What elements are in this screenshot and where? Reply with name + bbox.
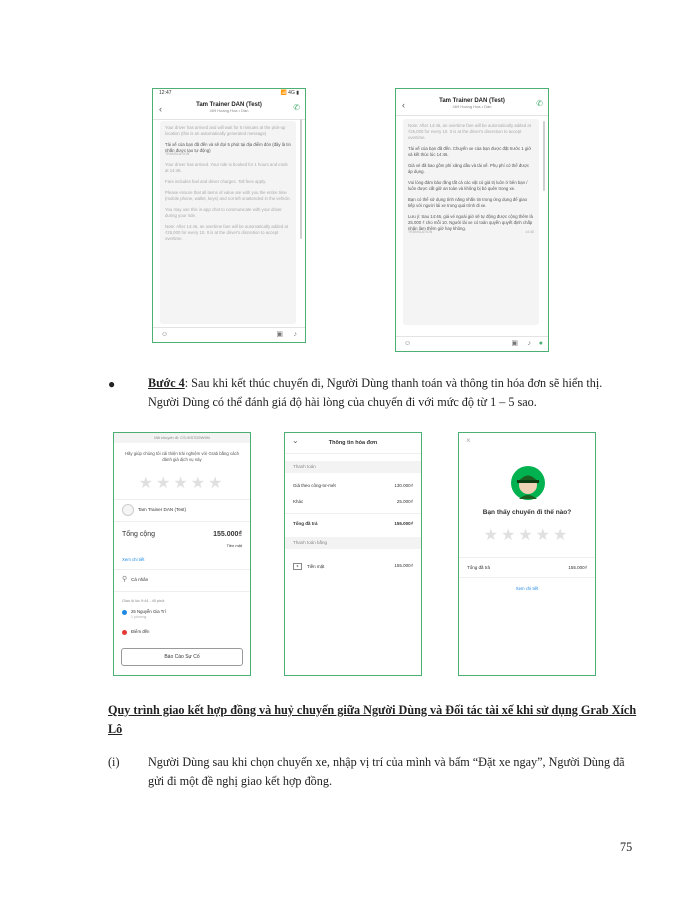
image-icon[interactable]: ▣: [511, 339, 518, 347]
total-row: [122, 531, 242, 538]
rating-question: Bạn thấy chuyến đi thế nào?: [482, 509, 572, 516]
chat-screenshot-english: [152, 88, 306, 343]
chat-header: [396, 95, 548, 116]
route-label: Giao lộ lúc 9:44 - 40 phút: [122, 599, 165, 603]
chat-input-bar: [153, 327, 305, 342]
status-icons: 📶 4G ▮: [280, 90, 299, 96]
trip-summary-screenshot: [113, 432, 251, 676]
chat-message: Vui lòng đảm bảo rằng tất cả các vật có giá trị luôn ở bên bạn / luôn được cất giữ an toàn và không bị bỏ quên trong xe.: [408, 180, 528, 191]
invoice-screenshot: [284, 432, 422, 676]
divider: [114, 499, 250, 500]
total-value: 155.000₫: [213, 531, 242, 538]
divider: [285, 513, 421, 514]
trip-id-bar: Mã chuyến đi: CS-9IS7D9W9M: [114, 433, 250, 443]
fare-label: Khác: [293, 499, 304, 504]
image-icon[interactable]: ▣: [276, 330, 283, 338]
scrollbar[interactable]: [543, 121, 545, 191]
divider: [459, 577, 595, 578]
payment-method-row: [122, 543, 242, 548]
total-label: Tổng đã trả: [467, 565, 491, 570]
total-value: 155.000₫: [568, 565, 587, 570]
invoice-header: [285, 433, 421, 454]
chat-header: [153, 99, 305, 120]
message-tag: TRANSLATION: [408, 230, 433, 234]
invoice-title: Thông tin hóa đơn: [328, 440, 378, 446]
total-label: Tổng cộng: [122, 531, 156, 538]
chat-message: Please ensure that all items of value are with you the entire time (mobile phone, wallet, keys) and not left unattended in the vehicle.: [165, 190, 291, 201]
mic-icon[interactable]: ♪: [293, 330, 297, 338]
chat-message: Note: After 14:46, an overtime fare will be automatically added at ₫25,000 for every 10. It is at the driver's discretion to accept overtime.: [165, 224, 289, 241]
fare-value: 25.000₫: [396, 499, 413, 504]
emoji-icon[interactable]: ☺: [404, 339, 412, 347]
star-icon[interactable]: ★: [535, 527, 554, 544]
chevron-down-icon[interactable]: ⌄: [292, 436, 299, 445]
fare-value: 130.000₫: [394, 483, 413, 488]
payment-row: [293, 563, 413, 570]
chat-subtitle: 469 Hoàng Hoa • Dân: [452, 104, 492, 109]
message-tag: TRANSLATION: [165, 152, 190, 156]
star-rating[interactable]: [114, 473, 250, 493]
rating-screenshot: [458, 432, 596, 676]
payment-value: 155.000₫: [394, 563, 413, 568]
star-icon[interactable]: ★: [208, 475, 226, 492]
pickup-sub: 1 phường: [131, 615, 147, 619]
chat-message: Bạn có thể sử dụng tính năng nhắn tin trong ứng dụng để giao tiếp với người lái xe trong quá trình đi xe.: [408, 197, 527, 208]
payment-method: Tiền mặt: [226, 543, 242, 548]
chat-message: Fare includes fuel and driver charges. Toll fees apply.: [165, 179, 267, 184]
chat-message-text: Lưu ý: Sau 14:46, giá vé ngoài giờ sẽ tự động được cộng thêm là 25.000 ₫ cho mỗi 10. Người lái xe có toàn quyền quyết định chấp nhận làm thêm giờ hay không.: [408, 214, 533, 231]
phone-call-icon[interactable]: ✆: [536, 99, 543, 108]
driver-avatar-icon: [510, 465, 546, 501]
chat-message: Your driver has arrived and will wait for 5 minutes at the pick-up location (this is an automatically generated message): [165, 125, 286, 136]
chat-message-list: [160, 121, 296, 324]
chat-title: Tam Trainer DAN (Test): [439, 98, 505, 104]
fare-label: Giá theo công-tơ-mét: [293, 483, 336, 488]
status-time: 12:47: [159, 90, 172, 96]
send-icon[interactable]: ●: [538, 339, 543, 347]
chat-message: [408, 214, 534, 235]
back-arrow-icon[interactable]: ‹: [159, 104, 162, 114]
pickup-pin-icon: [122, 610, 127, 615]
mic-icon[interactable]: ♪: [527, 339, 531, 347]
star-icon[interactable]: ★: [138, 475, 156, 492]
total-row: [467, 565, 587, 570]
star-icon[interactable]: ★: [173, 475, 191, 492]
step4-paragraph: [148, 374, 636, 412]
rating-prompt: Hãy giúp chúng tôi cải thiện trải nghiệm với Grab bằng cách đánh giá dịch vụ này: [124, 451, 240, 462]
divider: [114, 591, 250, 592]
chat-subtitle: 469 Hoàng Hoa • Dân: [209, 108, 249, 113]
status-bar: [153, 89, 305, 99]
phone-call-icon[interactable]: ✆: [293, 103, 300, 112]
section-header: Thanh toán: [285, 461, 421, 473]
page-number: 75: [620, 840, 633, 854]
star-icon[interactable]: ★: [518, 527, 536, 544]
chat-message: Giá vé đã bao gồm phí xăng dầu và tài xế. Phụ phí có thể được áp dụng.: [408, 163, 530, 174]
section-header: Thanh toán bằng: [285, 537, 421, 549]
cash-icon: $: [293, 563, 302, 570]
total-label: Tổng đã trả: [293, 521, 318, 526]
section-heading: Quy trình giao kết hợp đồng và huỷ chuyến giữa Người Dùng và Đối tác tài xế khi sử dụng Grab Xích Lô: [108, 703, 637, 736]
star-icon[interactable]: ★: [500, 527, 519, 544]
step4-label: Bước 4: [148, 376, 185, 390]
view-details-link[interactable]: Xem chi tiết: [122, 557, 145, 562]
chat-message: Your driver has arrived. Your ride is booked for 1 hours and ends at 14:46.: [165, 162, 288, 173]
star-rating[interactable]: [459, 525, 595, 545]
dropoff-pin-icon: [122, 630, 127, 635]
chat-message: Tài xế của bạn đã đến. Chuyến xe của bạn được đặt trước 1 giờ và kết thúc lúc 14:46.: [408, 146, 532, 157]
fare-row: [293, 499, 413, 504]
dropoff-address: Điểm đến: [131, 629, 150, 634]
step4-text: : Sau khi kết thúc chuyến đi, Người Dùng thanh toán và thông tin hóa đơn sẽ hiển thị. Người Dùng có thể đánh giá độ hài lòng của chuyến đi với mức độ từ 1 – 5 sao.: [148, 376, 603, 409]
divider: [459, 557, 595, 558]
total-row: [293, 521, 413, 526]
fare-row: [293, 483, 413, 488]
star-icon[interactable]: ★: [155, 475, 174, 492]
list-item-number: (i): [108, 755, 120, 769]
profile-row[interactable]: [122, 575, 148, 583]
emoji-icon[interactable]: ☺: [161, 330, 169, 338]
avatar: [122, 504, 134, 516]
star-icon[interactable]: ★: [483, 527, 501, 544]
chat-screenshot-vietnamese: [395, 88, 549, 352]
view-details-link[interactable]: Xem chi tiết: [515, 586, 539, 591]
star-icon[interactable]: ★: [190, 475, 209, 492]
divider: [114, 521, 250, 522]
star-icon[interactable]: ★: [553, 527, 571, 544]
chat-message-list: [403, 119, 539, 325]
pickup-row: [122, 609, 166, 619]
payment-method-cell: [293, 563, 324, 570]
dropoff-row: [122, 629, 149, 635]
divider: [114, 569, 250, 570]
total-value: 155.000₫: [394, 521, 413, 526]
report-issue-button[interactable]: Báo Cáo Sự Cố: [121, 648, 243, 666]
back-arrow-icon[interactable]: ‹: [402, 100, 405, 110]
close-icon[interactable]: ×: [466, 436, 471, 445]
chat-message: [165, 142, 291, 157]
chat-message-text: Tài xế của bạn đã đến và sẽ đợi 5 phút tại địa điểm đón (đây là tin nhắn được tạo tự động): [165, 142, 291, 153]
list-bullet: ●: [108, 377, 116, 391]
pickup-address: 25 Nguyễn Gia Trí: [131, 609, 166, 614]
chat-title: Tam Trainer DAN (Test): [196, 102, 262, 108]
chat-input-bar: [396, 336, 548, 351]
chat-message: You may use this in-app chat to communicate with your driver during your ride.: [165, 207, 282, 218]
scrollbar[interactable]: [300, 119, 302, 239]
list-item-text: Người Dùng sau khi chọn chuyến xe, nhập vị trí của mình và bấm “Đặt xe ngay”, Người Dùng đã gửi đi một đề nghị giao kết hợp đồng.: [148, 755, 625, 788]
message-time: 14:46: [525, 230, 534, 234]
profile-label: Cá nhân: [131, 576, 149, 582]
driver-name: Tam Trainer DAN (Test): [138, 507, 186, 512]
person-icon: ⚲: [122, 576, 128, 583]
chat-message: Note: After 14:46, an overtime fare will be automatically added at ₫25,000 for every 10. It is at the driver's discretion to accept overtime.: [408, 123, 532, 140]
payment-method: Tiền mặt: [307, 564, 325, 569]
